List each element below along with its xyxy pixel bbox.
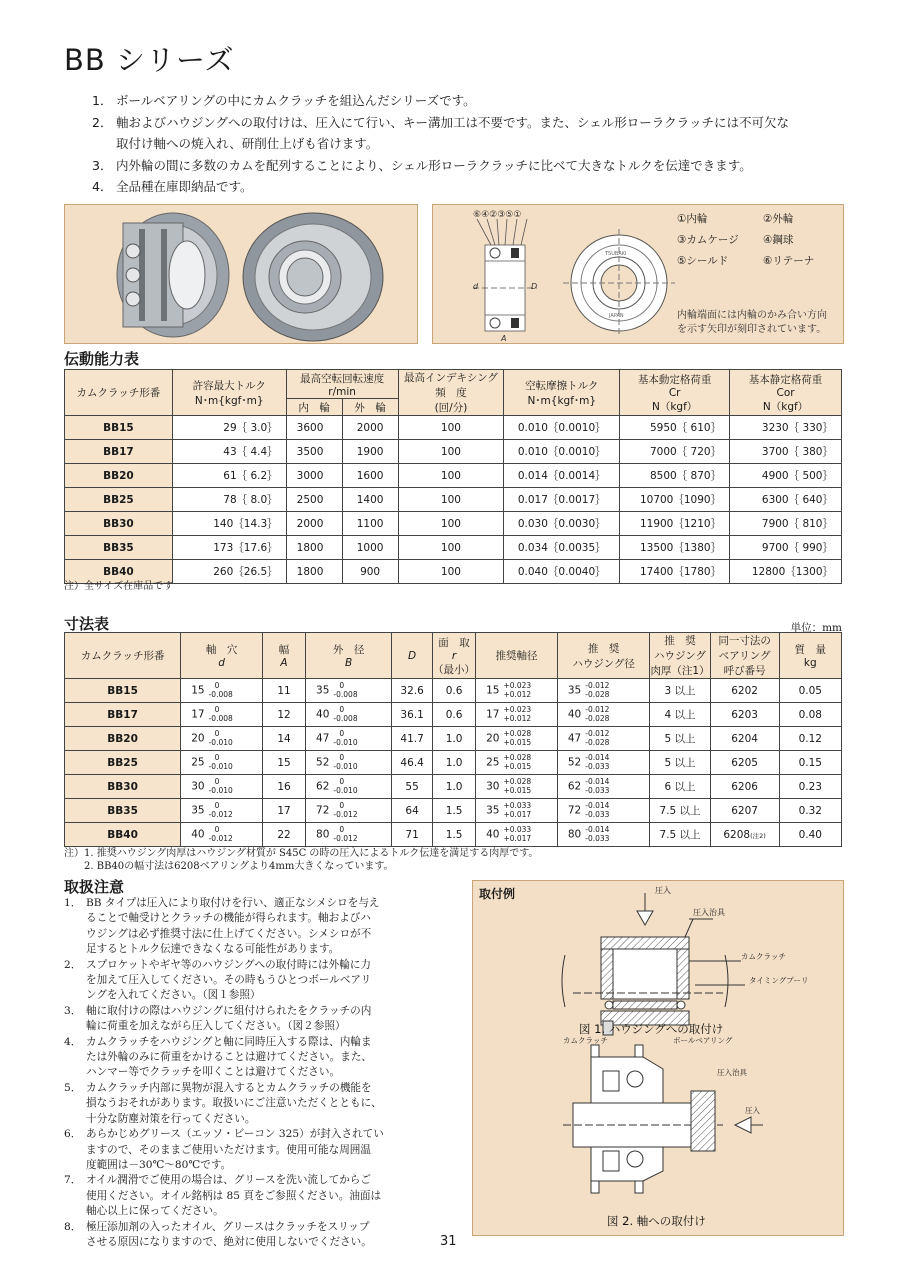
fig1-jig-label: 圧入治具 bbox=[693, 908, 725, 917]
col-outer-diameter: 外 径 B bbox=[306, 633, 392, 679]
fig2-press-label: 圧入 bbox=[745, 1106, 760, 1115]
handling-list bbox=[64, 896, 444, 1250]
cell-chamfer: 1.5 bbox=[433, 799, 476, 823]
handling-title: 取扱注意 bbox=[64, 878, 125, 896]
cell-model: BB15 bbox=[65, 416, 173, 440]
cell-outer: 1600 bbox=[342, 464, 398, 488]
col-torque: 許容最大トルク N･m{kgf･m} bbox=[172, 370, 286, 416]
col-width: 幅 A bbox=[263, 633, 306, 679]
cell-torque: 140｛14.3｝ bbox=[172, 512, 286, 536]
cell-housing: 80 -0.014 -0.033 bbox=[557, 823, 650, 847]
cell-outer-diameter: 40 0 -0.008 bbox=[306, 703, 392, 727]
fig1-clutch-label: カムクラッチ bbox=[741, 952, 786, 961]
cell-outer-diameter: 47 0 -0.010 bbox=[306, 727, 392, 751]
label-bore-d: d bbox=[473, 282, 479, 291]
cell-model: BB20 bbox=[65, 464, 173, 488]
cell-bearing: 6206 bbox=[710, 775, 779, 799]
list-item: 6． あらかじめグリース（エッソ・ビーコン 325）が封入されてい ますので、そのままご使用いただけます。使用可能な周囲温 度範囲は－30℃～80℃です。 bbox=[64, 1128, 384, 1171]
cell-inner: 1800 bbox=[286, 560, 342, 584]
col-drag-torque: 空転摩擦トルク N･m{kgf･m} bbox=[504, 370, 620, 416]
table-row bbox=[65, 536, 842, 560]
cell-width: 16 bbox=[263, 775, 306, 799]
cell-cor: 9700｛ 990｝ bbox=[730, 536, 842, 560]
cell-drag: 0.010｛0.0010｝ bbox=[504, 416, 620, 440]
fig2-caption: 図 2. 軸への取付け bbox=[607, 1214, 706, 1228]
cell-D: 36.1 bbox=[392, 703, 433, 727]
cell-drag: 0.040｛0.0040｝ bbox=[504, 560, 620, 584]
figures-title: 取付例 bbox=[479, 887, 516, 901]
cell-cr: 10700｛1090｝ bbox=[620, 488, 730, 512]
cell-shaft: 25 +0.028 +0.015 bbox=[476, 751, 558, 775]
cell-cor: 4900｛ 500｝ bbox=[730, 464, 842, 488]
cell-drag: 0.010｛0.0010｝ bbox=[504, 440, 620, 464]
cell-outer-diameter: 62 0 -0.010 bbox=[306, 775, 392, 799]
cell-outer-diameter: 72 0 -0.012 bbox=[306, 799, 392, 823]
cell-outer: 1400 bbox=[342, 488, 398, 512]
cell-housing: 40 -0.012 -0.028 bbox=[557, 703, 650, 727]
intro-item: 3． 内外輪の間に多数のカムを配列することにより、シェル形ローラクラッチに比べて大きなトルクを伝達できます。 bbox=[92, 157, 752, 173]
mounting-figures bbox=[473, 881, 843, 1235]
col-model: カムクラッチ形番 bbox=[65, 370, 173, 416]
label-width-A: A bbox=[501, 334, 507, 343]
table-row bbox=[65, 416, 842, 440]
list-item: 7． オイル潤滑でご使用の場合は、グリースを洗い流してからご 使用ください。オイル銘柄は 85 頁をご参照ください。油面は 軸心以上に保ってください。 bbox=[64, 1174, 382, 1218]
cell-width: 22 bbox=[263, 823, 306, 847]
cell-shaft: 30 +0.028 +0.015 bbox=[476, 775, 558, 799]
dimension-table-title: 寸法表 bbox=[64, 615, 110, 633]
cell-outer: 2000 bbox=[342, 416, 398, 440]
cell-torque: 260｛26.5｝ bbox=[172, 560, 286, 584]
cell-outer: 1000 bbox=[342, 536, 398, 560]
table-row bbox=[65, 560, 842, 584]
cell-index: 100 bbox=[398, 440, 504, 464]
cell-index: 100 bbox=[398, 488, 504, 512]
fig2-clutch-label: カムクラッチ bbox=[563, 1036, 608, 1045]
cell-torque: 61｛ 6.2｝ bbox=[172, 464, 286, 488]
cell-D: 64 bbox=[392, 799, 433, 823]
page-title: BB シリーズ bbox=[64, 43, 235, 77]
cell-inner: 2500 bbox=[286, 488, 342, 512]
cell-width: 17 bbox=[263, 799, 306, 823]
cell-bore: 35 0 -0.012 bbox=[181, 799, 263, 823]
bearing-photo-illustration bbox=[65, 205, 417, 343]
cell-D: 41.7 bbox=[392, 727, 433, 751]
cell-thickness: 5 以上 bbox=[650, 751, 710, 775]
cell-chamfer: 1.0 bbox=[433, 775, 476, 799]
cell-chamfer: 0.6 bbox=[433, 679, 476, 703]
table-row bbox=[65, 488, 842, 512]
cell-housing: 52 -0.014 -0.033 bbox=[557, 751, 650, 775]
table-row bbox=[65, 464, 842, 488]
cell-chamfer: 1.0 bbox=[433, 751, 476, 775]
cell-model: BB40 bbox=[65, 823, 181, 847]
list-item: 4． カムクラッチをハウジングと軸に同時圧入する際は、内輪ま たは外輪のみに荷重をかけることは避けてください。また、 ハンマー等でクラッチを叩くことは避けてください。 bbox=[64, 1035, 373, 1079]
list-item: 3． 軸に取付けの際はハウジングに組付けられたをクラッチの内 輪に荷重を加えながら圧入してください。（図２参照） bbox=[64, 1004, 372, 1033]
cell-mass: 0.15 bbox=[779, 751, 841, 775]
cutaway-bearing-image bbox=[117, 213, 229, 337]
cell-index: 100 bbox=[398, 464, 504, 488]
capacity-table-title: 伝動能力表 bbox=[64, 350, 140, 368]
cell-bore: 40 0 -0.012 bbox=[181, 823, 263, 847]
cell-drag: 0.030｛0.0030｝ bbox=[504, 512, 620, 536]
cell-bearing: 6205 bbox=[710, 751, 779, 775]
cell-width: 12 bbox=[263, 703, 306, 727]
cell-cr: 7000｛ 720｝ bbox=[620, 440, 730, 464]
cell-cor: 6300｛ 640｝ bbox=[730, 488, 842, 512]
cell-mass: 0.08 bbox=[779, 703, 841, 727]
cell-bearing: 6207 bbox=[710, 799, 779, 823]
unit-label: 単位：mm bbox=[790, 622, 842, 634]
cell-cr: 13500｛1380｝ bbox=[620, 536, 730, 560]
structure-diagram-panel bbox=[432, 204, 844, 344]
cell-bore: 15 0 -0.008 bbox=[181, 679, 263, 703]
col-indexing: 最高インデキシング 頻 度 (回/分) bbox=[398, 370, 504, 416]
cell-model: BB25 bbox=[65, 488, 173, 512]
cell-housing: 62 -0.014 -0.033 bbox=[557, 775, 650, 799]
cell-inner: 3000 bbox=[286, 464, 342, 488]
cell-shaft: 15 +0.023 +0.012 bbox=[476, 679, 558, 703]
list-item: 8． 極圧添加剤の入ったオイル、グリースはクラッチをスリップ させる原因になりますので、絶対に使用しないでください。 bbox=[64, 1220, 372, 1248]
cell-chamfer: 1.0 bbox=[433, 727, 476, 751]
col-shaft: 推奨軸径 bbox=[476, 633, 558, 679]
intro-item: 取付け軸への焼入れ、研削仕上げも省けます。 bbox=[116, 136, 379, 151]
cell-cr: 5950｛ 610｝ bbox=[620, 416, 730, 440]
list-item: 5． カムクラッチ内部に異物が混入するとカムクラッチの機能を 損なうおそれがあります。取扱いにご注意いただくとともに、 十分な防塵対策を行ってください。 bbox=[64, 1081, 382, 1125]
table-row bbox=[65, 727, 842, 751]
cell-mass: 0.40 bbox=[779, 823, 841, 847]
cell-model: BB17 bbox=[65, 703, 181, 727]
col-static-load: 基本静定格荷重 Cor N（kgf） bbox=[730, 370, 842, 416]
cell-housing: 47 -0.012 -0.028 bbox=[557, 727, 650, 751]
capacity-note: 注）全サイズ在庫品です bbox=[64, 581, 174, 592]
cell-bearing: 6208(注2) bbox=[710, 823, 779, 847]
shielded-bearing-image bbox=[243, 213, 383, 341]
fig2-jig-label: 圧入治具 bbox=[717, 1068, 747, 1077]
intro-item: 2． 軸およびハウジングへの取付けは、圧入にて行い、キー溝加工は不要です。また、シェル形ローラクラッチには不可欠な bbox=[92, 114, 789, 130]
cell-thickness: 7.5 以上 bbox=[650, 799, 710, 823]
cell-model: BB35 bbox=[65, 536, 173, 560]
mounting-figures-panel bbox=[472, 880, 844, 1236]
dimension-table bbox=[64, 632, 842, 847]
table-row bbox=[65, 512, 842, 536]
cell-torque: 78｛ 8.0｝ bbox=[172, 488, 286, 512]
cell-shaft: 40 +0.033 +0.017 bbox=[476, 823, 558, 847]
cell-outer-diameter: 52 0 -0.010 bbox=[306, 751, 392, 775]
cell-D: 55 bbox=[392, 775, 433, 799]
intro-list bbox=[92, 90, 852, 198]
table-row bbox=[65, 679, 842, 703]
col-mass: 質 量 kg bbox=[779, 633, 841, 679]
cell-model: BB25 bbox=[65, 751, 181, 775]
cell-torque: 29｛ 3.0｝ bbox=[172, 416, 286, 440]
cell-mass: 0.32 bbox=[779, 799, 841, 823]
cell-mass: 0.23 bbox=[779, 775, 841, 799]
cell-model: BB17 bbox=[65, 440, 173, 464]
cell-model: BB30 bbox=[65, 775, 181, 799]
cell-thickness: 7.5 以上 bbox=[650, 823, 710, 847]
cell-shaft: 17 +0.023 +0.012 bbox=[476, 703, 558, 727]
cell-shaft: 20 +0.028 +0.015 bbox=[476, 727, 558, 751]
cell-drag: 0.034｛0.0035｝ bbox=[504, 536, 620, 560]
cell-index: 100 bbox=[398, 536, 504, 560]
fig2-bearing-label: ボールベアリング bbox=[673, 1036, 733, 1045]
cell-mass: 0.05 bbox=[779, 679, 841, 703]
capacity-table bbox=[64, 369, 842, 584]
col-bearing: 同一寸法の ベアリング 呼び番号 bbox=[710, 633, 779, 679]
cell-width: 14 bbox=[263, 727, 306, 751]
col-speed: 最高空転回転速度 r/min bbox=[286, 370, 398, 399]
cell-cor: 7900｛ 810｝ bbox=[730, 512, 842, 536]
col-thickness: 推 奨 ハウジング 肉厚（注1） bbox=[650, 633, 710, 679]
cell-index: 100 bbox=[398, 416, 504, 440]
cell-model: BB15 bbox=[65, 679, 181, 703]
cell-bore: 17 0 -0.008 bbox=[181, 703, 263, 727]
dimension-notes: 注）1. 推奨ハウジング肉厚はハウジング材質が S45C の時の圧入によるトルク伝達を満足する肉厚です。 2. BB40の幅寸法は6208ベアリングより4mm大きくなっています。 bbox=[64, 848, 539, 872]
cell-width: 15 bbox=[263, 751, 306, 775]
table-row bbox=[65, 823, 842, 847]
cell-outer: 1900 bbox=[342, 440, 398, 464]
diagram-note: 内輪端面には内輪のかみ合い方向 を示す矢印が刻印されています。 bbox=[677, 310, 827, 335]
fig1-caption: 図 1. ハウジングへの取付け bbox=[579, 1022, 724, 1036]
cell-inner: 2000 bbox=[286, 512, 342, 536]
cell-thickness: 3 以上 bbox=[650, 679, 710, 703]
col-model: カムクラッチ形番 bbox=[65, 633, 181, 679]
cell-bearing: 6204 bbox=[710, 727, 779, 751]
intro-item: 4． 全品種在庫即納品です。 bbox=[92, 179, 253, 194]
cell-thickness: 5 以上 bbox=[650, 727, 710, 751]
col-inner: 内 輪 bbox=[286, 399, 342, 416]
cell-bearing: 6203 bbox=[710, 703, 779, 727]
cell-housing: 35 -0.012 -0.028 bbox=[557, 679, 650, 703]
cell-outer: 1100 bbox=[342, 512, 398, 536]
cell-inner: 1800 bbox=[286, 536, 342, 560]
part-number-labels: ⑥④②③⑤① bbox=[473, 210, 522, 220]
face-marking-bottom: JAPAN bbox=[609, 313, 624, 319]
cell-D: 32.6 bbox=[392, 679, 433, 703]
cell-chamfer: 1.5 bbox=[433, 823, 476, 847]
cell-cor: 3700｛ 380｝ bbox=[730, 440, 842, 464]
cell-bore: 20 0 -0.010 bbox=[181, 727, 263, 751]
cell-inner: 3600 bbox=[286, 416, 342, 440]
fig1-press-label: 圧入 bbox=[655, 886, 671, 895]
cell-cor: 3230｛ 330｝ bbox=[730, 416, 842, 440]
product-photo-panel bbox=[64, 204, 418, 344]
page-number: 31 bbox=[440, 1234, 457, 1249]
cell-inner: 3500 bbox=[286, 440, 342, 464]
table-row bbox=[65, 703, 842, 727]
col-chamfer: 面 取 r （最小） bbox=[433, 633, 476, 679]
cell-cor: 12800｛1300｝ bbox=[730, 560, 842, 584]
table-row bbox=[65, 775, 842, 799]
cell-outer-diameter: 80 0 -0.012 bbox=[306, 823, 392, 847]
cell-D: 71 bbox=[392, 823, 433, 847]
cell-shaft: 35 +0.033 +0.017 bbox=[476, 799, 558, 823]
cell-cr: 8500｛ 870｝ bbox=[620, 464, 730, 488]
cell-thickness: 4 以上 bbox=[650, 703, 710, 727]
table-row bbox=[65, 751, 842, 775]
cell-thickness: 6 以上 bbox=[650, 775, 710, 799]
cell-cr: 11900｛1210｝ bbox=[620, 512, 730, 536]
cell-index: 100 bbox=[398, 512, 504, 536]
cell-drag: 0.017｛0.0017｝ bbox=[504, 488, 620, 512]
fig1-pulley-label: タイミングプーリ bbox=[749, 976, 809, 985]
cell-bearing: 6202 bbox=[710, 679, 779, 703]
cell-model: BB40 bbox=[65, 560, 173, 584]
cell-chamfer: 0.6 bbox=[433, 703, 476, 727]
col-outer: 外 輪 bbox=[342, 399, 398, 416]
cell-outer: 900 bbox=[342, 560, 398, 584]
list-item: 2． スプロケットやギヤ等のハウジングへの取付時には外輪に力 を加えて圧入してください。その時もうひとつボールベアリ ングを入れてください。（図１参照） bbox=[64, 958, 372, 1002]
part-legend: ①内輪 ②外輪 ③カムケージ ④鋼球 ⑤シールド ⑥リテーナ bbox=[677, 213, 815, 267]
cell-torque: 173｛17.6｝ bbox=[172, 536, 286, 560]
intro-item: 1． ボールベアリングの中にカムクラッチを組込んだシリーズです。 bbox=[92, 93, 476, 108]
col-dynamic-load: 基本動定格荷重 Cr N（kgf） bbox=[620, 370, 730, 416]
cell-model: BB35 bbox=[65, 799, 181, 823]
cell-housing: 72 -0.014 -0.033 bbox=[557, 799, 650, 823]
cell-torque: 43｛ 4.4｝ bbox=[172, 440, 286, 464]
col-D: D bbox=[392, 633, 433, 679]
cell-index: 100 bbox=[398, 560, 504, 584]
cell-bore: 30 0 -0.010 bbox=[181, 775, 263, 799]
cell-drag: 0.014｛0.0014｝ bbox=[504, 464, 620, 488]
cell-outer-diameter: 35 0 -0.008 bbox=[306, 679, 392, 703]
cell-mass: 0.12 bbox=[779, 727, 841, 751]
col-bore: 軸 穴 d bbox=[181, 633, 263, 679]
face-marking-top: TSUBAKI bbox=[605, 251, 627, 257]
cell-model: BB30 bbox=[65, 512, 173, 536]
col-housing: 推 奨 ハウジング径 bbox=[557, 633, 650, 679]
list-item: 1． BB タイプは圧入により取付けを行い、適正なシメシロを与え ることで軸受けとクラッチの機能が得られます。軸およびハ ウジングは必ず推奨寸法に仕上げてください。シメシロが不 足するとトルク伝達できなくなる可能性があります。 bbox=[64, 897, 380, 956]
cell-width: 11 bbox=[263, 679, 306, 703]
cell-cr: 17400｛1780｝ bbox=[620, 560, 730, 584]
cell-D: 46.4 bbox=[392, 751, 433, 775]
table-row bbox=[65, 799, 842, 823]
table-row bbox=[65, 440, 842, 464]
bearing-face-view bbox=[563, 229, 675, 337]
cell-bore: 25 0 -0.010 bbox=[181, 751, 263, 775]
label-diameter-D: D bbox=[531, 282, 538, 291]
cell-model: BB20 bbox=[65, 727, 181, 751]
